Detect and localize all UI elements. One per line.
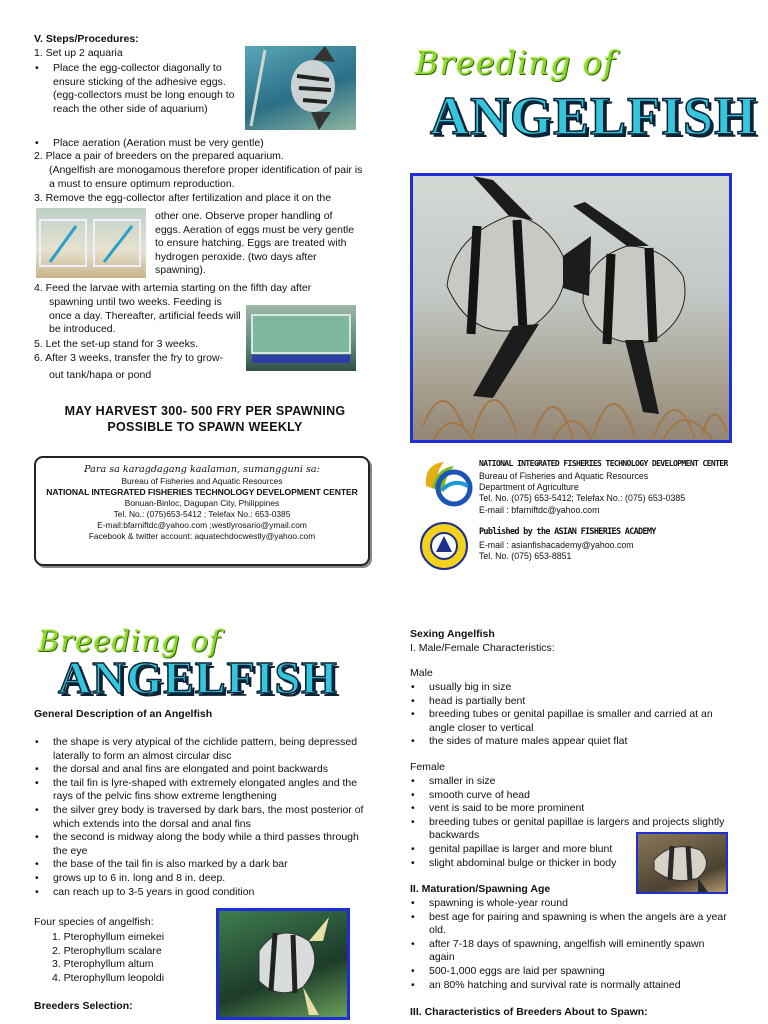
general-bullet: • the tail fin is lyre-shaped with extremely elongated angles and the rays of the pelvic fins show extreme lengthening <box>34 777 372 804</box>
maturation-item: • after 7-18 days of spawning, angelfish will eminently spawn again <box>410 938 728 965</box>
info-bureau: Bureau of Fisheries and Aquatic Resources <box>121 476 283 486</box>
female-item: • smooth curve of head <box>410 789 726 803</box>
angelfish-species-photo <box>216 908 350 1020</box>
general-bullet: • the silver grey body is traversed by dark bars, the most posterior of which extends into the dorsal and anal fins <box>34 804 372 831</box>
female-item: • genital papillae is larger and more blunt <box>410 843 647 857</box>
grow-out-tank-photo <box>246 305 356 371</box>
angelfish-pair-photo <box>410 173 732 443</box>
species-item: 4. Pterophyllum leopoldi <box>52 971 165 984</box>
general-bullet: • the dorsal and anal fins are elongated and point backwards <box>34 763 372 777</box>
steps-heading: V. Steps/Procedures: <box>34 33 139 45</box>
step-2-note: (Angelfish are monogamous therefore proper identification of pair is a must to ensure optimum reproduction. <box>49 164 363 190</box>
maturation-item: • spawning is whole-year round <box>410 897 629 911</box>
female-angelfish-photo <box>636 832 728 894</box>
inner-breeding-of: Breeding of <box>38 624 221 658</box>
publisher-dept: Department of Agriculture <box>479 482 579 492</box>
publisher-email: E-mail : bfarniftdc@yahoo.com <box>479 505 600 515</box>
step-1-bullet-collector: • Place the egg-collector diagonally to ensure sticking of the adhesive eggs. (egg-collectors must be long enough to reach the other side of aquarium) <box>34 62 240 116</box>
female-item: • vent is said to be more prominent <box>410 802 726 816</box>
general-bullet: • the second is midway along the body while a third passes through the eye <box>34 831 372 858</box>
male-label: Male <box>410 667 433 679</box>
step-4-continued: spawning until two weeks. Feeding is once a day. Thereafter, artificial feeds will be introduced. <box>49 296 241 336</box>
general-bullet: • the shape is very atypical of the cichlide pattern, being depressed laterally to form an almost circular disc <box>34 736 372 763</box>
info-intro: Para sa karagdagang kaalaman, sumangguni sa: <box>84 464 320 475</box>
species-list <box>52 931 164 985</box>
publisher-center-name: NATIONAL INTEGRATED FISHERIES TECHNOLOGY DEVELOPMENT CENTER <box>479 459 728 468</box>
male-item: • head is partially bent <box>410 695 726 709</box>
maturation-item: • best age for pairing and spawning is when the angels are a year old. <box>410 911 728 938</box>
info-social: Facebook & twitter account: aquatechdocwestly@yahoo.com <box>88 531 316 541</box>
info-center: NATIONAL INTEGRATED FISHERIES TECHNOLOGY DEVELOPMENT CENTER <box>46 487 358 497</box>
aquaria-setup-photo <box>36 208 146 278</box>
egg-collector-photo <box>245 46 356 130</box>
step-1-bullet-aeration: • Place aeration (Aeration must be very gentle) <box>34 137 344 151</box>
male-item: • the sides of mature males appear quiet flat <box>410 735 726 749</box>
female-item: • slight abdominal bulge or thicker in body <box>410 857 647 871</box>
step-1-bullets <box>34 62 240 116</box>
species-item: 1. Pterophyllum eimekei <box>52 931 165 943</box>
maturation-list <box>410 897 728 992</box>
niftdc-logo <box>418 456 474 508</box>
harvest-line-2: POSSIBLE TO SPAWN WEEKLY <box>107 420 303 434</box>
asian-fisheries-academy-logo <box>420 522 468 570</box>
harvest-line-1: MAY HARVEST 300- 500 FRY PER SPAWNING <box>64 404 346 418</box>
breeders-selection-heading: Breeders Selection: <box>34 1000 133 1012</box>
academy-tel: Tel. No. (075) 653-8851 <box>479 551 572 561</box>
male-item: • breeding tubes or genital papillae is smaller and carried at an angle closer to vertical <box>410 708 726 735</box>
info-address: Bonuan-Binloc, Dagupan City, Philippines <box>124 498 280 508</box>
step-4: 4. Feed the larvae with artemia starting on the fifth day after <box>34 282 312 294</box>
contact-info-box <box>34 456 370 566</box>
characteristics-heading: III. Characteristics of Breeders About to Spawn: <box>410 1006 648 1018</box>
general-bullet: • grows up to 6 in. long and 8 in. deep. <box>34 872 372 886</box>
maturation-heading: II. Maturation/Spawning Age <box>410 883 551 895</box>
maturation-item: • an 80% hatching and survival rate is normally attained <box>410 979 728 993</box>
male-item: • usually big in size <box>410 681 726 695</box>
step-6-continued: out tank/hapa or pond <box>49 369 152 381</box>
published-by: Published by the ASIAN FISHERIES ACADEMY <box>479 527 656 537</box>
female-item: • smaller in size <box>410 775 726 789</box>
male-characteristics <box>410 681 726 749</box>
female-label: Female <box>410 761 446 773</box>
sexing-subheading: I. Male/Female Characteristics: <box>410 642 555 654</box>
species-item: 3. Pterophyllum altum <box>52 958 154 971</box>
maturation-item: • 500-1,000 eggs are laid per spawning <box>410 965 728 979</box>
general-bullet: • can reach up to 3-5 years in good condition <box>34 886 372 900</box>
species-item: 2. Pterophyllum scalare <box>52 944 162 957</box>
general-bullet: • the base of the tail fin is also marked by a dark bar <box>34 858 372 872</box>
step-3-continued: other one. Observe proper handling of eggs. Aeration of eggs must be very gentle to ensure hatching. Eggs are treated with hydrogen peroxide. (two days after spawning). <box>155 210 355 277</box>
info-email: E-mail:bfarniftdc@yahoo.com ;westlyrosario@ymail.com <box>97 520 307 530</box>
academy-email: E-mail : asianfishacademy@yahoo.com <box>479 540 634 550</box>
general-heading: General Description of an Angelfish <box>34 708 213 720</box>
species-heading: Four species of angelfish: <box>34 916 154 928</box>
step-3: 3. Remove the egg-collector after fertilization and place it on the <box>34 192 332 204</box>
sexing-heading: Sexing Angelfish <box>410 628 495 640</box>
female-item: • breeding tubes or genital papillae is largers and projects slightly backwards <box>410 816 726 843</box>
step-2: 2. Place a pair of breeders on the prepared aquarium. <box>34 150 284 162</box>
info-tel: Tel. No.: (075)653-5412 ; Telefax No.: 653-0385 <box>113 509 291 519</box>
cover-breeding-of: Breeding of <box>415 44 616 82</box>
step-5: 5. Let the set-up stand for 3 weeks. <box>34 338 199 350</box>
publisher-tel: Tel. No. (075) 653-5412; Telefax No.: (075) 653-0385 <box>479 493 686 503</box>
inner-angelfish-title: ANGELFISH <box>58 652 338 703</box>
publisher-bureau: Bureau of Fisheries and Aquatic Resources <box>479 471 649 481</box>
step-1-bullets-aeration <box>34 137 344 151</box>
step-6: 6. After 3 weeks, transfer the fry to grow- <box>34 352 224 364</box>
step-1: 1. Set up 2 aquaria <box>34 47 123 59</box>
cover-angelfish-title: ANGELFISH <box>430 86 758 146</box>
general-bullets <box>34 736 372 899</box>
